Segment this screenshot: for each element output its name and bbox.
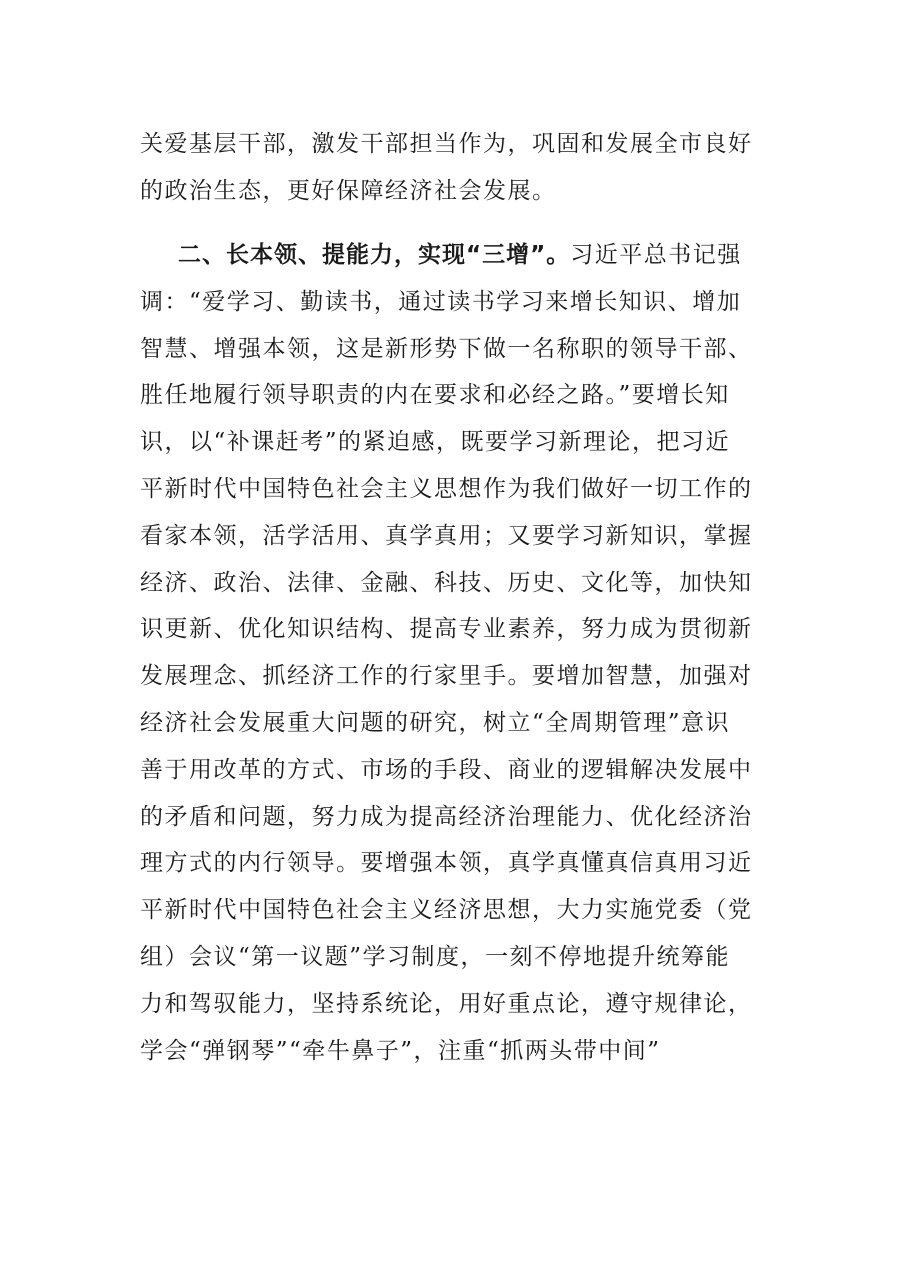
paragraph-line: 关爱基层干部，激发干部担当作为，巩固和发展全市良好 — [140, 131, 753, 157]
paragraph-2 — [140, 232, 775, 1074]
paragraph-line: 的政治生态，更好保障经济社会发展。 — [140, 177, 557, 204]
paragraph-line: 看家本领，活学活用、真学真用；又要学习新知识，掌握 — [140, 522, 753, 549]
paragraph-line: 识，以“补课赶考”的紧迫感，既要学习新理论，把习近 — [140, 429, 731, 456]
paragraph-line: 组）会议“第一议题”学习制度，一刻不停地提升统筹能 — [140, 943, 731, 970]
paragraph-line: 智慧、增强本领，这是新形势下做一名称职的领导干部、 — [140, 335, 753, 362]
paragraph-text: 习近平总书记强 — [570, 242, 742, 268]
paragraph-line: 调：“爱学习、勤读书，通过读书学习来增长知识、增加 — [140, 288, 742, 315]
paragraph-line: 经济、政治、法律、金融、科技、历史、文化等，加快知 — [140, 569, 753, 596]
paragraph-line: 平新时代中国特色社会主义经济思想，大力实施党委（党 — [140, 897, 753, 924]
paragraph-line: 经济社会发展重大问题的研究，树立“全周期管理”意识 — [140, 709, 731, 736]
paragraph-line: 发展理念、抓经济工作的行家里手。要增加智慧，加强对 — [140, 663, 753, 690]
paragraph-line: 的矛盾和问题，努力成为提高经济治理能力、优化经济治 — [140, 803, 753, 830]
paragraph-line: 理方式的内行领导。要增强本领，真学真懂真信真用习近 — [140, 850, 753, 877]
paragraph-1 — [140, 121, 775, 215]
paragraph-line: 胜任地履行领导职责的内在要求和必经之路。”要增长知 — [140, 382, 730, 409]
paragraph-line: 平新时代中国特色社会主义思想作为我们做好一切工作的 — [140, 475, 753, 502]
paragraph-line: 学会“弹钢琴”“牵牛鼻子”，注重“抓两头带中间” — [140, 1037, 661, 1064]
paragraph-line: 力和驾驭能力，坚持系统论，用好重点论，遵守规律论， — [140, 990, 753, 1017]
paragraph-first-line — [140, 232, 775, 279]
paragraph-line: 识更新、优化知识结构、提高专业素养，努力成为贯彻新 — [140, 616, 753, 643]
section-heading: 二、长本领、提能力，实现“三增”。 — [178, 242, 571, 268]
paragraph-line: 善于用改革的方式、市场的手段、商业的逻辑解决发展中 — [140, 756, 753, 783]
